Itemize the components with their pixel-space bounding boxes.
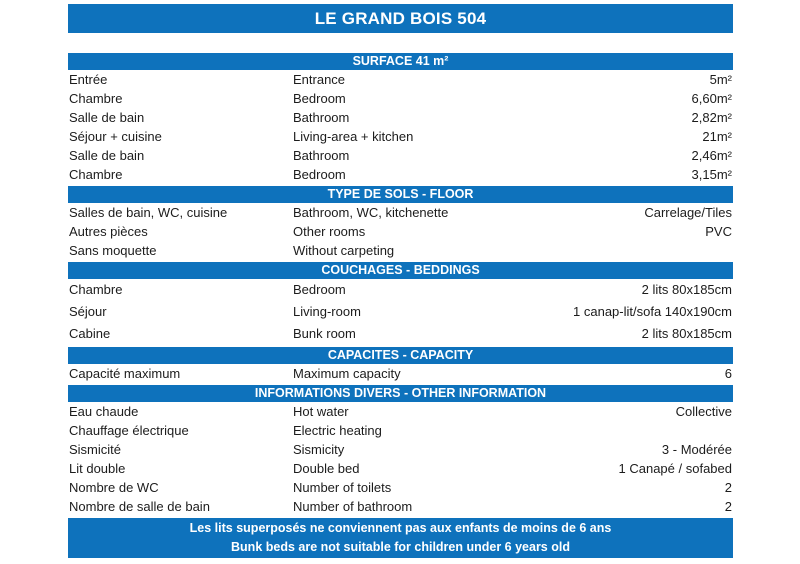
cell-label-en: Bunk room xyxy=(293,326,356,341)
cell-value: 2,46m² xyxy=(691,148,732,163)
cell-label-en: Bedroom xyxy=(293,282,346,297)
cell-label-en: Living-room xyxy=(293,304,361,319)
table-row xyxy=(68,440,733,459)
cell-label-en: Number of toilets xyxy=(293,480,392,495)
cell-label-fr: Séjour xyxy=(69,304,107,319)
cell-value: 1 Canapé / sofabed xyxy=(618,461,732,476)
cell-label-en: Sismicity xyxy=(293,442,345,457)
cell-label-en: Other rooms xyxy=(293,224,366,239)
cell-label-fr: Salle de bain xyxy=(69,110,145,125)
cell-value: PVC xyxy=(705,224,732,239)
section-header: INFORMATIONS DIVERS - OTHER INFORMATION xyxy=(68,385,733,402)
footer-warning-banner xyxy=(68,518,733,558)
table-row xyxy=(68,497,733,516)
section xyxy=(68,385,733,516)
cell-label-fr: Lit double xyxy=(69,461,126,476)
table-row xyxy=(68,421,733,440)
table-row xyxy=(68,70,733,89)
section-header: CAPACITES - CAPACITY xyxy=(68,347,733,364)
cell-value: 6,60m² xyxy=(691,91,732,106)
table-row xyxy=(68,301,733,323)
table-row xyxy=(68,459,733,478)
table-row xyxy=(68,364,733,383)
cell-value: 2 lits 80x185cm xyxy=(641,326,732,341)
cell-value xyxy=(732,241,733,260)
cell-label-en: Number of bathroom xyxy=(293,499,413,514)
cell-value: 1 canap-lit/sofa 140x190cm xyxy=(573,304,732,319)
table-row xyxy=(68,108,733,127)
cell-label-fr: Eau chaude xyxy=(69,404,139,419)
cell-value: 21m² xyxy=(702,129,732,144)
table-row xyxy=(68,402,733,421)
section xyxy=(68,347,733,383)
table-row xyxy=(68,222,733,241)
cell-label-en: Living-area + kitchen xyxy=(293,129,414,144)
cell-label-fr: Nombre de salle de bain xyxy=(69,499,210,514)
cell-value xyxy=(732,421,733,440)
cell-label-fr: Chambre xyxy=(69,167,123,182)
cell-label-fr: Salles de bain, WC, cuisine xyxy=(69,205,228,220)
spec-table xyxy=(68,53,733,516)
table-row xyxy=(68,203,733,222)
table-row xyxy=(68,146,733,165)
cell-label-fr: Sismicité xyxy=(69,442,122,457)
cell-label-fr: Séjour + cuisine xyxy=(69,129,162,144)
table-row xyxy=(68,478,733,497)
table-row xyxy=(68,241,733,260)
cell-value: 5m² xyxy=(709,72,732,87)
cell-label-en: Bathroom, WC, kitchenette xyxy=(293,205,449,220)
section-header: COUCHAGES - BEDDINGS xyxy=(68,262,733,279)
footer-warning-fr: Les lits superposés ne conviennent pas aux enfants de moins de 6 ans xyxy=(189,521,612,535)
section xyxy=(68,53,733,184)
cell-label-en: Hot water xyxy=(293,404,349,419)
cell-value: 3,15m² xyxy=(691,167,732,182)
cell-label-en: Maximum capacity xyxy=(293,366,401,381)
table-row xyxy=(68,89,733,108)
cell-label-en: Bedroom xyxy=(293,91,346,106)
cell-label-fr: Chauffage électrique xyxy=(69,423,189,438)
cell-label-fr: Capacité maximum xyxy=(69,366,181,381)
page-title: LE GRAND BOIS 504 xyxy=(68,4,733,33)
cell-value: 2,82m² xyxy=(691,110,732,125)
cell-label-fr: Chambre xyxy=(69,91,123,106)
cell-value: 2 xyxy=(724,480,732,495)
section xyxy=(68,186,733,260)
section-header: TYPE DE SOLS - FLOOR xyxy=(68,186,733,203)
cell-label-en: Electric heating xyxy=(293,423,382,438)
cell-label-fr: Chambre xyxy=(69,282,123,297)
cell-label-fr: Sans moquette xyxy=(69,243,157,258)
cell-label-en: Double bed xyxy=(293,461,360,476)
cell-label-en: Bedroom xyxy=(293,167,346,182)
cell-label-en: Entrance xyxy=(293,72,346,87)
cell-label-en: Bathroom xyxy=(293,110,350,125)
table-row xyxy=(68,323,733,345)
cell-label-fr: Cabine xyxy=(69,326,111,341)
cell-label-fr: Salle de bain xyxy=(69,148,145,163)
cell-value: 2 xyxy=(724,499,732,514)
table-row xyxy=(68,165,733,184)
spec-sheet xyxy=(68,4,733,558)
table-row xyxy=(68,279,733,301)
cell-value: Collective xyxy=(675,404,732,419)
cell-label-en: Bathroom xyxy=(293,148,350,163)
footer-warning-en: Bunk beds are not suitable for children under 6 years old xyxy=(231,540,570,554)
cell-value: 3 - Modérée xyxy=(661,442,732,457)
cell-label-en: Without carpeting xyxy=(293,243,395,258)
cell-value: 6 xyxy=(724,366,732,381)
section-header: SURFACE 41 m² xyxy=(68,53,733,70)
cell-label-fr: Autres pièces xyxy=(69,224,148,239)
section xyxy=(68,262,733,345)
cell-label-fr: Entrée xyxy=(69,72,108,87)
cell-value: 2 lits 80x185cm xyxy=(641,282,732,297)
cell-value: Carrelage/Tiles xyxy=(644,205,732,220)
table-row xyxy=(68,127,733,146)
cell-label-fr: Nombre de WC xyxy=(69,480,159,495)
